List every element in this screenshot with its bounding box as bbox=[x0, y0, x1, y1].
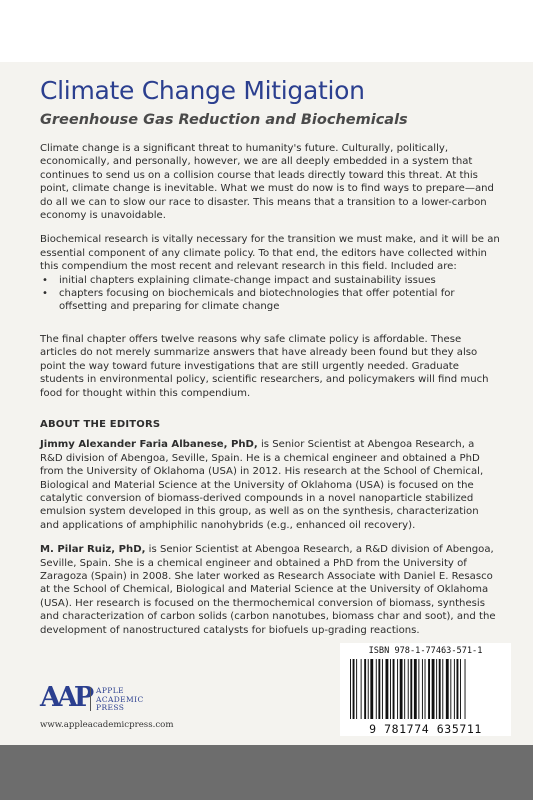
barcode-bar bbox=[390, 659, 391, 719]
about-editors-heading: ABOUT THE EDITORS bbox=[40, 418, 161, 430]
barcode-bar bbox=[404, 659, 405, 719]
barcode-bar bbox=[393, 659, 395, 719]
publisher-name bbox=[96, 687, 144, 713]
barcode-image bbox=[348, 659, 503, 721]
isbn-label: ISBN 978-1-77463-571-1 bbox=[368, 646, 483, 656]
editor-bio-text-2: is Senior Scientist at Abengoa Research, a R&D division of Abengoa, Seville, Spain. She is a chemical engineer and obtained a PhD from the University of Zaragoza (Spain) in 2008. She later worked as Research Associate with Daniel E. Resasco at the School of Chemical, Biological and Material Science at the University of Oklahoma (USA). Her research is focused on the thermochemical conversion of biomass, synthesis and characterization of carbon solids (carbon nanotubes, biomass char and soot), and the development of nanostructured catalysts for biofuels up-grading reactions. bbox=[40, 544, 496, 636]
bottom-band bbox=[0, 745, 533, 800]
barcode-bar bbox=[446, 659, 449, 719]
barcode-bar bbox=[450, 659, 451, 719]
isbn-barcode-box bbox=[340, 643, 511, 736]
barcode-bar bbox=[439, 659, 441, 719]
barcode-bar bbox=[370, 659, 373, 719]
barcode-bar bbox=[442, 659, 443, 719]
barcode-bar bbox=[457, 659, 459, 719]
paragraph-final: The final chapter offers twelve reasons why safe climate policy is affordable. These articles do not merely summarize answers that have already been found but they also point the way toward future investigations that are still urgently needed. Graduate students in environmental policy, scientific researchers, and policymakers will find much food for thought within this compendium. bbox=[40, 333, 489, 399]
editor-bio-2 bbox=[40, 543, 500, 637]
included-list bbox=[40, 274, 500, 314]
publisher-logo bbox=[40, 683, 200, 715]
logo-divider bbox=[90, 687, 91, 711]
barcode-bar bbox=[414, 659, 417, 719]
barcode-bar bbox=[364, 659, 366, 719]
barcode-bar bbox=[368, 659, 369, 719]
barcode-bar bbox=[353, 659, 355, 719]
barcode-bar bbox=[397, 659, 398, 719]
editor-name-2: M. Pilar Ruiz, PhD, bbox=[40, 544, 146, 556]
barcode-bar bbox=[465, 659, 466, 719]
publisher-name-line: PRESS bbox=[96, 703, 125, 712]
list-item: • chapters focusing on biochemicals and biotechnologies that offer potential for offsetting and preparing for climate change bbox=[40, 287, 500, 314]
list-item: • initial chapters explaining climate-change impact and sustainability issues bbox=[40, 274, 500, 287]
publisher-name-line: ACADEMIC bbox=[96, 694, 144, 704]
barcode-bar bbox=[418, 659, 419, 719]
editor-bio-text-1: is Senior Scientist at Abengoa Research, a R&D division of Abengoa, Seville, Spain. He is a chemical engineer and obtained a PhD from the University of Oklahoma (USA) in 2012. His research at the School of Chemical, Biological and Material Science at the University of Oklahoma (USA) is focused on the catalytic conversion of biomass-derived compounds in a novel nanoparticle stabilized emulsion system developed in this group, as well as on the synthesis, characterization and applications of amphiphilic nanohybrids (e.g., enhanced oil recovery). bbox=[40, 439, 484, 531]
barcode-bar bbox=[436, 659, 437, 719]
barcode-bar bbox=[376, 659, 377, 719]
barcode-digits: 9 781774 635711 bbox=[369, 722, 482, 736]
barcode-bar bbox=[425, 659, 426, 719]
barcode-bar bbox=[422, 659, 423, 719]
book-subtitle: Greenhouse Gas Reduction and Biochemicals bbox=[40, 112, 408, 128]
publisher-website: www.appleacademicpress.com bbox=[40, 720, 174, 730]
editor-bio-1 bbox=[40, 438, 500, 532]
top-band bbox=[0, 0, 533, 62]
publisher-name-line: APPLE bbox=[96, 686, 124, 695]
barcode-bar bbox=[408, 659, 409, 719]
paragraph-research: Biochemical research is vitally necessary for the transition we must make, and it will be an essential component of any climate policy. To that end, the editors have collected within this compendium the most recent and relevant research in this field. Included are: bbox=[40, 234, 500, 273]
book-title: Climate Change Mitigation bbox=[40, 76, 365, 105]
barcode-bar bbox=[400, 659, 403, 719]
back-cover-text bbox=[40, 142, 500, 648]
barcode-bar bbox=[428, 659, 430, 719]
editor-name-1: Jimmy Alexander Faria Albanese, PhD, bbox=[40, 439, 258, 451]
barcode-bar bbox=[350, 659, 351, 719]
barcode-bar bbox=[432, 659, 435, 719]
barcode-bar bbox=[356, 659, 357, 719]
barcode-bar bbox=[410, 659, 412, 719]
barcode-bar bbox=[386, 659, 389, 719]
logo-mark: AAP bbox=[40, 682, 91, 713]
barcode-bar bbox=[378, 659, 380, 719]
barcode-bar bbox=[460, 659, 461, 719]
barcode-bar bbox=[454, 659, 455, 719]
barcode-bar bbox=[382, 659, 383, 719]
paragraph-intro: Climate change is a significant threat to humanity's future. Culturally, politically, economically, and personally, however, we are all deeply embedded in a system that continues to send us on a collision course that leads directly toward this threat. At this point, climate change is inevitable. What we must do now is to find ways to prepare—and do all we can to slow our race to disaster. This means that a transition to a lower-carbon economy is unavoidable. bbox=[40, 143, 494, 222]
barcode-bar bbox=[361, 659, 362, 719]
